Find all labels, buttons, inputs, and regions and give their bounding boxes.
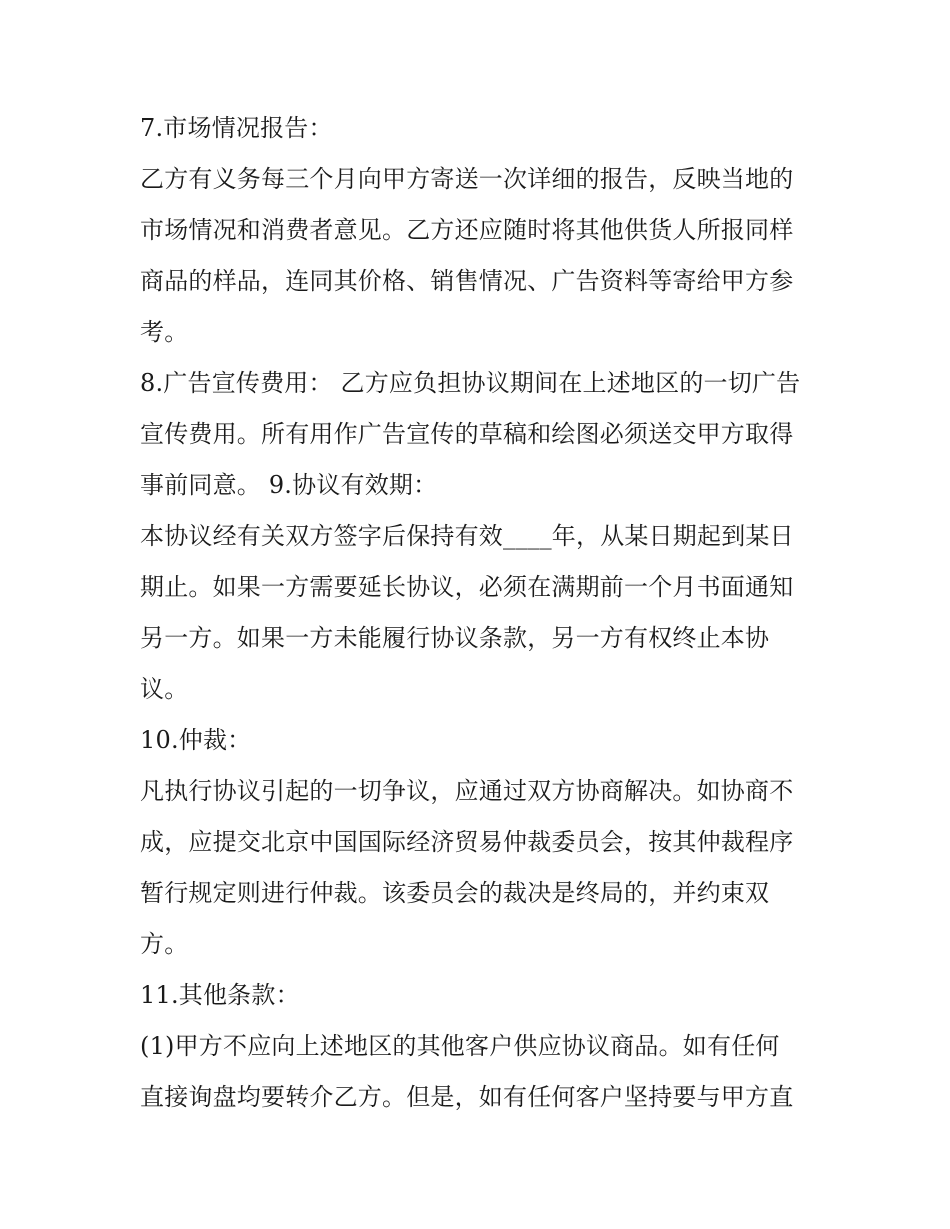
clause-9-heading: 事前同意。 9.协议有效期：	[140, 471, 438, 499]
clause-7-text-line: 考。	[140, 318, 189, 346]
clause-11-text-line: 直接询盘均要转介乙方。但是，如有任何客户坚持要与甲方直	[140, 1083, 794, 1111]
clause-10-heading: 10.仲裁：	[140, 726, 252, 754]
clause-10-text-line: 暂行规定则进行仲裁。该委员会的裁决是终局的，并约束双	[140, 879, 770, 907]
clause-7-text-line: 商品的样品，连同其价格、销售情况、广告资料等寄给甲方参	[140, 267, 794, 295]
clause-9-text-line: 另一方。如果一方未能履行协议条款，另一方有权终止本协	[140, 624, 770, 652]
clause-9-text-line: 议。	[140, 675, 189, 703]
clause-10-text-line: 方。	[140, 930, 189, 958]
clause-7-heading: 7.市场情况报告：	[140, 114, 333, 142]
clause-8-text-line: 8.广告宣传费用： 乙方应负担协议期间在上述地区的一切广告	[140, 369, 801, 397]
clause-10-text-line: 成，应提交北京中国国际经济贸易仲裁委员会，按其仲裁程序	[140, 828, 794, 856]
document-page	[140, 103, 820, 1123]
clause-7-text-line: 乙方有义务每三个月向甲方寄送一次详细的报告，反映当地的	[140, 165, 794, 193]
clause-7-text-line: 市场情况和消费者意见。乙方还应随时将其他供货人所报同样	[140, 216, 794, 244]
clause-11-heading: 11.其他条款：	[140, 981, 300, 1009]
clause-9-text-line: 期止。如果一方需要延长协议，必须在满期前一个月书面通知	[140, 573, 794, 601]
clause-8-text-line: 宣传费用。所有用作广告宣传的草稿和绘图必须送交甲方取得	[140, 420, 794, 448]
clause-11-text-line: (1)甲方不应向上述地区的其他客户供应协议商品。如有任何	[140, 1032, 780, 1060]
clause-10-text-line: 凡执行协议引起的一切争议，应通过双方协商解决。如协商不	[140, 777, 794, 805]
clause-9-text-line: 本协议经有关双方签字后保持有效____年，从某日期起到某日	[140, 522, 794, 550]
